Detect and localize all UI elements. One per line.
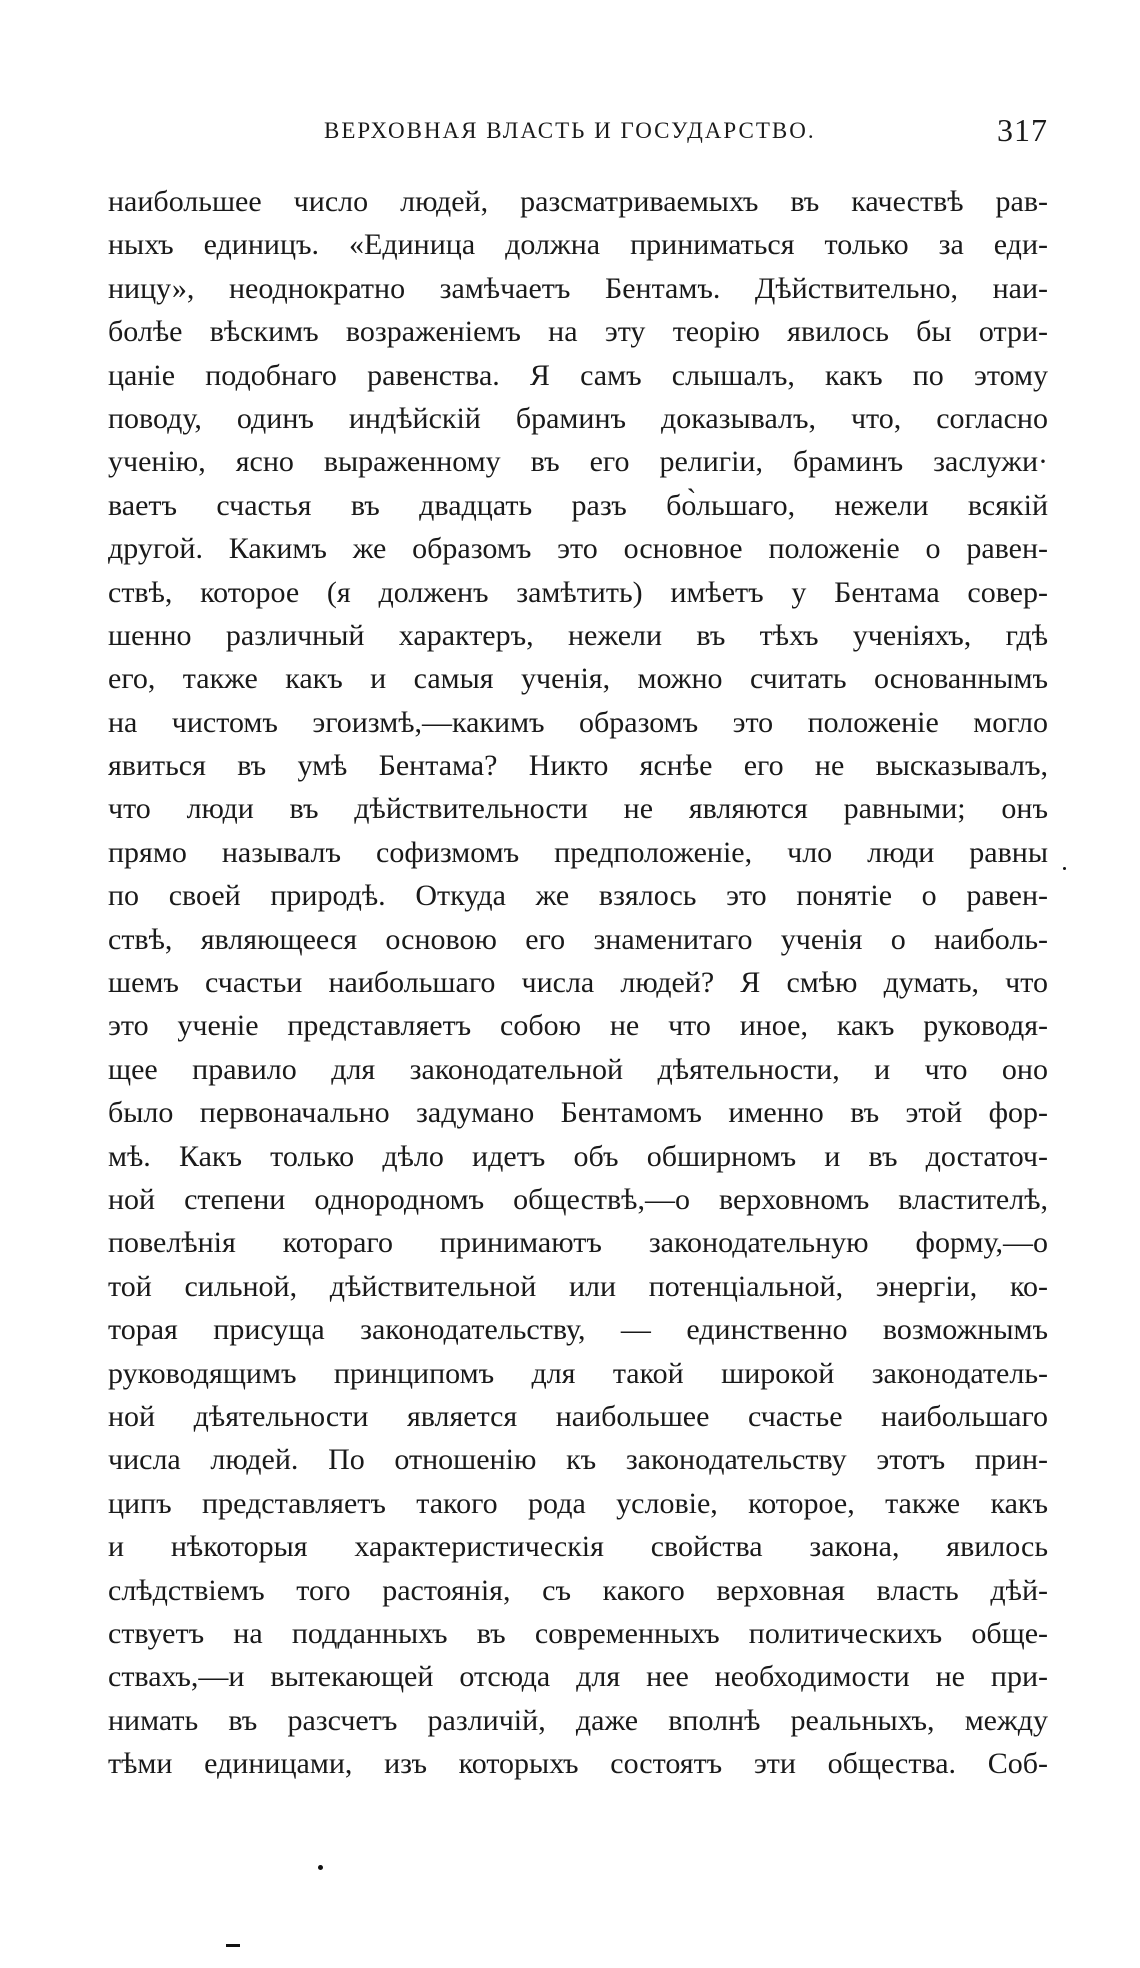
text-line: ной дѣятельности является наибольшее счастье наибольшаго bbox=[108, 1399, 1048, 1433]
text-line: ныхъ единицъ. «Единица должна приниматься только за еди- bbox=[108, 228, 1048, 262]
text-line: повелѣнія котораго принимаютъ законодательную форму,—о bbox=[108, 1226, 1048, 1260]
page-header bbox=[108, 112, 1048, 152]
text-line: числа людей. По отношенію къ законодательству этотъ прин- bbox=[108, 1443, 1048, 1477]
text-line: ствахъ,—и вытекающей отсюда для нее необходимости не при- bbox=[108, 1660, 1048, 1694]
text-line: шемъ счастьи наибольшаго числа людей? Я смѣю думать, что bbox=[108, 966, 1048, 1000]
text-line: ваетъ счастья въ двадцать разъ бо̀льшаго, нежели всякій bbox=[108, 488, 1048, 522]
text-line: что люди въ дѣйствительности не являются равными; онъ bbox=[108, 792, 1048, 826]
text-line: той сильной, дѣйствительной или потенціальной, энергіи, ко- bbox=[108, 1269, 1048, 1303]
text-line: наибольшее число людей, разсматриваемыхъ въ качествѣ рав- bbox=[108, 185, 1048, 218]
print-speck bbox=[318, 1865, 323, 1870]
print-mark bbox=[226, 1944, 240, 1947]
text-line: болѣе вѣскимъ возраженіемъ на эту теорію явилось бы отри- bbox=[108, 315, 1048, 349]
text-line: ципъ представляетъ такого рода условіе, которое, также какъ bbox=[108, 1486, 1048, 1520]
text-line: его, также какъ и самыя ученія, можно считать основаннымъ bbox=[108, 662, 1048, 696]
text-line: ученію, ясно выраженному въ его религіи, браминъ заслужи· bbox=[108, 445, 1048, 479]
text-line: другой. Какимъ же образомъ это основное положеніе о равен- bbox=[108, 532, 1048, 566]
text-line: щее правило для законодательной дѣятельности, и что оно bbox=[108, 1052, 1048, 1086]
text-line: шенно различный характеръ, нежели въ тѣхъ ученіяхъ, гдѣ bbox=[108, 618, 1048, 652]
text-line: поводу, одинъ индѣйскій браминъ доказывалъ, что, согласно bbox=[108, 401, 1048, 435]
text-line: было первоначально задумано Бентамомъ именно въ этой фор- bbox=[108, 1096, 1048, 1130]
text-line: мѣ. Какъ только дѣло идетъ объ обширномъ и въ достаточ- bbox=[108, 1139, 1048, 1173]
text-line: цаніе подобнаго равенства. Я самъ слышалъ, какъ по этому bbox=[108, 358, 1048, 392]
text-line: руководящимъ принципомъ для такой широкой законодатель- bbox=[108, 1356, 1048, 1390]
text-line: прямо называлъ софизмомъ предположеніе, чло люди равны bbox=[108, 835, 1048, 869]
text-line: слѣдствіемъ того растоянія, съ какого верховная власть дѣй- bbox=[108, 1573, 1048, 1607]
print-speck bbox=[1063, 867, 1066, 870]
text-line: ной степени однородномъ обществѣ,—о верховномъ властителѣ, bbox=[108, 1182, 1048, 1216]
text-line: ствѣ, которое (я долженъ замѣтить) имѣетъ у Бентама совер- bbox=[108, 575, 1048, 609]
text-line: по своей природѣ. Откуда же взялось это понятіе о равен- bbox=[108, 879, 1048, 913]
body-text bbox=[108, 180, 1048, 1785]
text-line: это ученіе представляетъ собою не что иное, какъ руководя- bbox=[108, 1009, 1048, 1043]
page-number: 317 bbox=[997, 112, 1048, 148]
text-line: и нѣкоторыя характеристическія свойства закона, явилось bbox=[108, 1530, 1048, 1564]
text-line: торая присуща законодательству, — единственно возможнымъ bbox=[108, 1313, 1048, 1347]
text-line: нимать въ разсчетъ различій, даже вполнѣ реальныхъ, между bbox=[108, 1703, 1048, 1737]
text-line: явиться въ умѣ Бентама? Никто яснѣе его не высказывалъ, bbox=[108, 749, 1048, 783]
running-title: ВЕРХОВНАЯ ВЛАСТЬ И ГОСУДАРСТВО. bbox=[324, 118, 816, 143]
text-line: ствуетъ на подданныхъ въ современныхъ политическихъ обще- bbox=[108, 1616, 1048, 1650]
text-line: тѣми единицами, изъ которыхъ состоятъ эти общества. Соб- bbox=[108, 1747, 1048, 1781]
text-line: ствѣ, являющееся основою его знаменитаго ученія о наиболь- bbox=[108, 922, 1048, 956]
text-line: ницу», неоднократно замѣчаетъ Бентамъ. Дѣйствительно, наи- bbox=[108, 271, 1048, 305]
text-line: на чистомъ эгоизмѣ,—какимъ образомъ это положеніе могло bbox=[108, 705, 1048, 739]
